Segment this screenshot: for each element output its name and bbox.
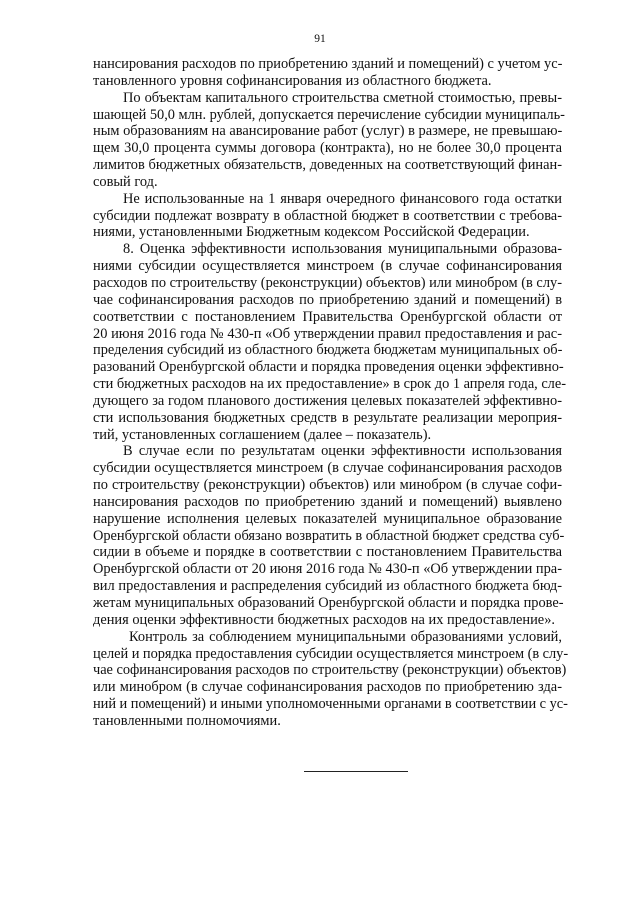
- text-line: Оренбургской области от 20 июня 2016 года № 430-п «Об утверждении пра-: [93, 561, 562, 578]
- text-line: нарушение исполнения целевых показателей муниципальное образование: [93, 510, 562, 527]
- paragraph: [93, 191, 562, 242]
- text-line: сти бюджетных расходов на их предоставление» в срок до 1 апреля года, сле-: [93, 376, 566, 393]
- paragraph: [93, 89, 565, 191]
- text-line: нансирования расходов по приобретению зданий и помещений) с учетом ус-: [93, 56, 563, 72]
- text-line: тановленными полномочиями.: [93, 712, 281, 729]
- text-line: разований Оренбургской области и порядка проведения оценки эффективно-: [93, 359, 564, 376]
- text-line: соответствии с постановлением Правительства Оренбургской области от: [93, 308, 562, 325]
- paragraph: [93, 628, 569, 730]
- end-divider: [304, 771, 408, 772]
- text-line: Контроль за соблюдением муниципальными образованиями условий,: [129, 628, 562, 645]
- text-line: чае софинансирования расходов по приобретению зданий и помещений) в: [93, 291, 562, 308]
- text-line: дующего за годом планового достижения целевых показателей эффективно-: [93, 392, 562, 409]
- text-line: вил предоставления и распределения субсидий из областного бюджета бюд-: [93, 578, 562, 595]
- text-line: сидии в объеме и порядке в соответствии с постановлением Правительства: [93, 544, 562, 561]
- text-line: по строительству (реконструкции) объектов) или минобром (в случае софи-: [93, 477, 562, 494]
- document-body: [93, 56, 569, 730]
- text-line: По объектам капитального строительства сметной стоимостью, превы-: [123, 89, 562, 106]
- text-line: дения оценки эффективности бюджетных расходов на их предоставление».: [93, 611, 555, 628]
- text-line: лимитов бюджетных обязательств, доведенных на соответствующий финан-: [93, 157, 562, 174]
- text-line: ний и помещений) и иными уполномоченными органами в соответствии с ус-: [93, 696, 568, 713]
- text-line: шающей 50,0 млн. рублей, допускается перечисление субсидии муниципаль-: [93, 106, 565, 123]
- paragraph: [93, 443, 565, 628]
- text-line: сти использования бюджетных средств в результате реализации мероприя-: [93, 409, 562, 426]
- text-line: тий, установленных соглашением (далее – показатель).: [93, 426, 432, 443]
- text-line: 20 июня 2016 года № 430-п «Об утверждении правил предоставления и рас-: [93, 325, 562, 342]
- paragraph: [93, 56, 562, 90]
- text-line: Оренбургской области обязано возвратить в областной бюджет средства суб-: [93, 527, 565, 544]
- text-line: ниями субсидии осуществляется минстроем (в случае софинансирования: [93, 258, 562, 275]
- text-line: нансирования расходов по приобретению зданий и помещений) выявлено: [93, 493, 562, 510]
- paragraph: [93, 241, 566, 443]
- text-line: В случае если по результатам оценки эффективности использования: [123, 443, 562, 460]
- text-line: чае софинансирования расходов по строительству (реконструкции) объектов): [93, 662, 567, 679]
- text-line: жетам муниципальных образований Оренбургской области и порядка прове-: [93, 595, 564, 611]
- text-line: Не использованные на 1 января очередного финансового года остатки: [123, 190, 562, 207]
- text-line: ниями, установленными Бюджетным кодексом Российской Федерации.: [93, 224, 530, 241]
- text-line: ным образованиям на авансирование работ (услуг) в размере, не превышаю-: [93, 123, 563, 140]
- text-line: расходов по строительству (реконструкции) объектов) или минобром (в слу-: [93, 274, 562, 291]
- page-number: 91: [314, 33, 326, 45]
- text-line: совый год.: [93, 173, 158, 190]
- text-line: или минобром (в случае софинансирования расходов по приобретению зда-: [93, 679, 562, 696]
- text-line: 8. Оценка эффективности использования муниципальными образова-: [123, 241, 562, 258]
- text-line: щем 30,0 процента суммы договора (контракта), но не более 30,0 процента: [93, 140, 562, 157]
- text-line: субсидии подлежат возврату в областной бюджет в соответствии с требова-: [93, 207, 562, 224]
- text-line: субсидии осуществляется минстроем (в случае софинансирования расходов: [93, 460, 562, 477]
- text-line: пределения субсидий из областного бюджета бюджетам муниципальных об-: [93, 342, 563, 359]
- text-line: тановленного уровня софинансирования из областного бюджета.: [93, 72, 492, 89]
- text-line: целей и порядка предоставления субсидии осуществляется минстроем (в слу-: [93, 645, 569, 662]
